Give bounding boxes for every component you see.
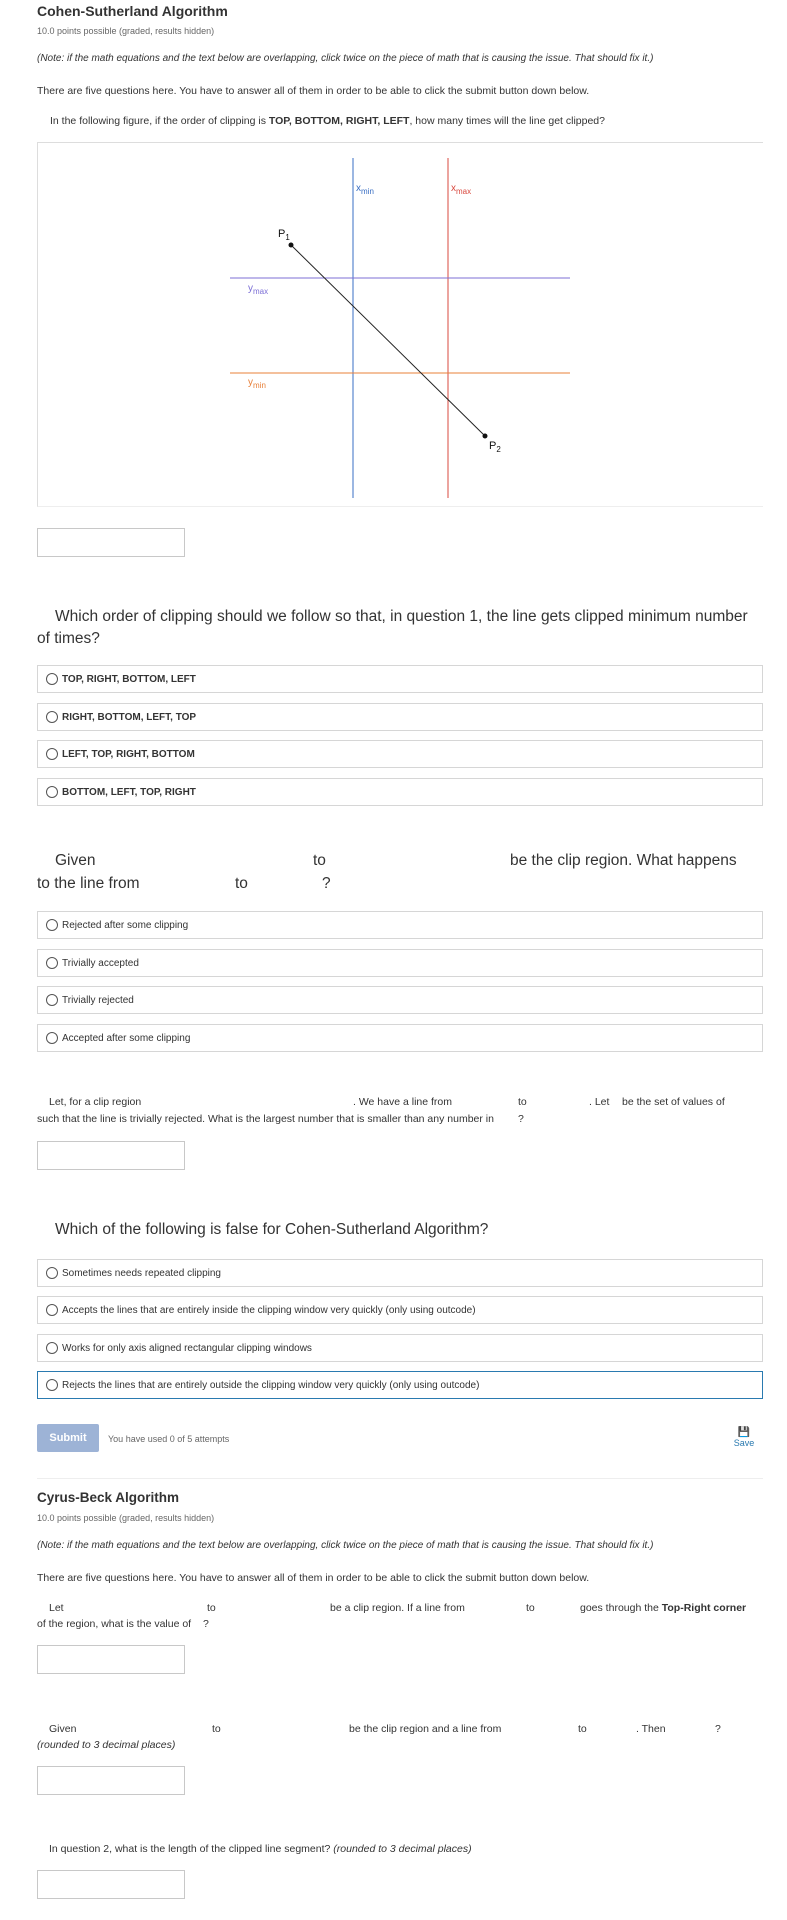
cb-q1-word-4: to [526,1602,535,1614]
cb-q2-word-4: to [578,1723,587,1735]
intro-text-2: There are five questions here. You have to answer all of them in order to be able to click the submit button down below. [37,1572,590,1584]
radio-button[interactable] [46,1379,58,1391]
radio-button[interactable] [46,919,58,931]
question-5-text: Which of the following is false for Cohen-Sutherland Algorithm? [55,1221,489,1238]
q3-word-line: to the line from [37,875,140,892]
cb-q1-word-2: to [207,1602,216,1614]
cb-q2-word-3: be the clip region and a line from [349,1723,502,1735]
clipping-figure [37,142,763,507]
save-button[interactable]: 💾 Save [730,1427,758,1448]
cb-q1-answer-input[interactable] [37,1645,185,1674]
cb-q3-text: In question 2, what is the length of the clipped line segment? (rounded to 3 decimal places) [49,1843,472,1855]
p1-label: $P_1$ [278,228,290,242]
section-title-cohen-sutherland: Cohen-Sutherland Algorithm [37,3,228,19]
q2-option-3[interactable]: LEFT, TOP, RIGHT, BOTTOM [37,740,763,768]
cb-q2-word-6: ? [715,1723,721,1735]
q4-word-3: to [518,1096,527,1108]
attempts-info: You have used 0 of 5 attempts [108,1434,230,1444]
radio-button[interactable] [46,1342,58,1354]
p2-point [483,434,488,439]
radio-button[interactable] [46,748,58,760]
q4-word-7: ? [518,1113,524,1125]
submit-button[interactable]: Submit [37,1424,99,1452]
q2-option-1[interactable]: TOP, RIGHT, BOTTOM, LEFT [37,665,763,693]
q5-option-4[interactable]: Rejects the lines that are entirely outside the clipping window very quickly (only using outcode) [37,1371,763,1399]
math-note-2: (Note: if the math equations and the text below are overlapping, click twice on the piece of math that is causing the issue. That should fix it.) [37,1540,654,1551]
cb-q1-word-3: be a clip region. If a line from [330,1602,465,1614]
radio-button[interactable] [46,786,58,798]
q4-word-5: be the set of values of [622,1096,725,1108]
q2-option-2[interactable]: RIGHT, BOTTOM, LEFT, TOP [37,703,763,731]
q5-option-3[interactable]: Works for only axis aligned rectangular clipping windows [37,1334,763,1362]
xmax-label: $x_{max}$ [451,183,472,196]
section-divider [37,1478,763,1479]
q5-option-2[interactable]: Accepts the lines that are entirely inside the clipping window very quickly (only using outcode) [37,1296,763,1324]
q2-option-4[interactable]: BOTTOM, LEFT, TOP, RIGHT [37,778,763,806]
q3-word-question: ? [322,875,331,892]
cb-q2-rounding-note: (rounded to 3 decimal places) [37,1739,176,1751]
q3-word-to: to [313,852,326,869]
save-icon: 💾 [737,1427,751,1438]
ymax-label: $y_{max}$ [248,283,269,296]
q4-word-1: Let, for a clip region [49,1096,142,1108]
cb-q1-word-6: of the region, what is the value of [37,1618,192,1630]
cb-q2-word-5: . Then [636,1723,666,1735]
cb-q2-word-1: Given [49,1723,77,1735]
q3-word-clip: be the clip region. What happens [510,852,737,869]
radio-button[interactable] [46,1304,58,1316]
cb-q3-answer-input[interactable] [37,1870,185,1899]
question-1-text: In the following figure, if the order of clipping is TOP, BOTTOM, RIGHT, LEFT, how many times will the line get clipped? [50,115,605,127]
q4-word-6: such that the line is trivially rejected. What is the largest number that is smaller than any number in [37,1113,494,1125]
q3-word-to-2: to [235,875,248,892]
points-info: 10.0 points possible (graded, results hidden) [37,26,215,36]
cb-q1-word-7: ? [203,1618,209,1630]
q4-answer-input[interactable] [37,1141,185,1170]
intro-text: There are five questions here. You have to answer all of them in order to be able to click the submit button down below. [37,85,590,97]
q3-option-1[interactable]: Rejected after some clipping [37,911,763,939]
q4-word-4: . Let [589,1096,610,1108]
q4-word-2: . We have a line from [353,1096,453,1108]
line-segment [291,245,485,436]
cb-q2-answer-input[interactable] [37,1766,185,1795]
clipping-order: TOP, BOTTOM, RIGHT, LEFT [268,115,410,127]
q1-answer-input[interactable] [37,528,185,557]
radio-button[interactable] [46,1267,58,1279]
ymin-label: $y_{min}$ [248,377,266,390]
xmin-label: $x_{min}$ [356,183,374,196]
p1-point [289,243,294,248]
clipping-diagram [38,143,764,508]
q3-option-2[interactable]: Trivially accepted [37,949,763,977]
q5-option-1[interactable]: Sometimes needs repeated clipping [37,1259,763,1287]
question-2-text: Which order of clipping should we follow so that, in question 1, the line gets clipped minimum number of times? [37,608,748,647]
points-info-2: 10.0 points possible (graded, results hidden) [37,1513,215,1523]
radio-button[interactable] [46,711,58,723]
section-title-cyrus-beck: Cyrus-Beck Algorithm [37,1490,180,1505]
radio-button[interactable] [46,994,58,1006]
q3-word-given: Given [55,852,96,869]
q3-option-4[interactable]: Accepted after some clipping [37,1024,763,1052]
radio-button[interactable] [46,1032,58,1044]
math-note: (Note: if the math equations and the text below are overlapping, click twice on the piece of math that is causing the issue. That should fix it.) [37,53,654,64]
q3-option-3[interactable]: Trivially rejected [37,986,763,1014]
cb-q2-word-2: to [212,1723,221,1735]
p2-label: $P_2$ [489,440,501,454]
radio-button[interactable] [46,673,58,685]
cb-q1-word-5: goes through the Top-Right corner [580,1602,747,1614]
cb-q1-word-1: Let [49,1602,64,1614]
radio-button[interactable] [46,957,58,969]
